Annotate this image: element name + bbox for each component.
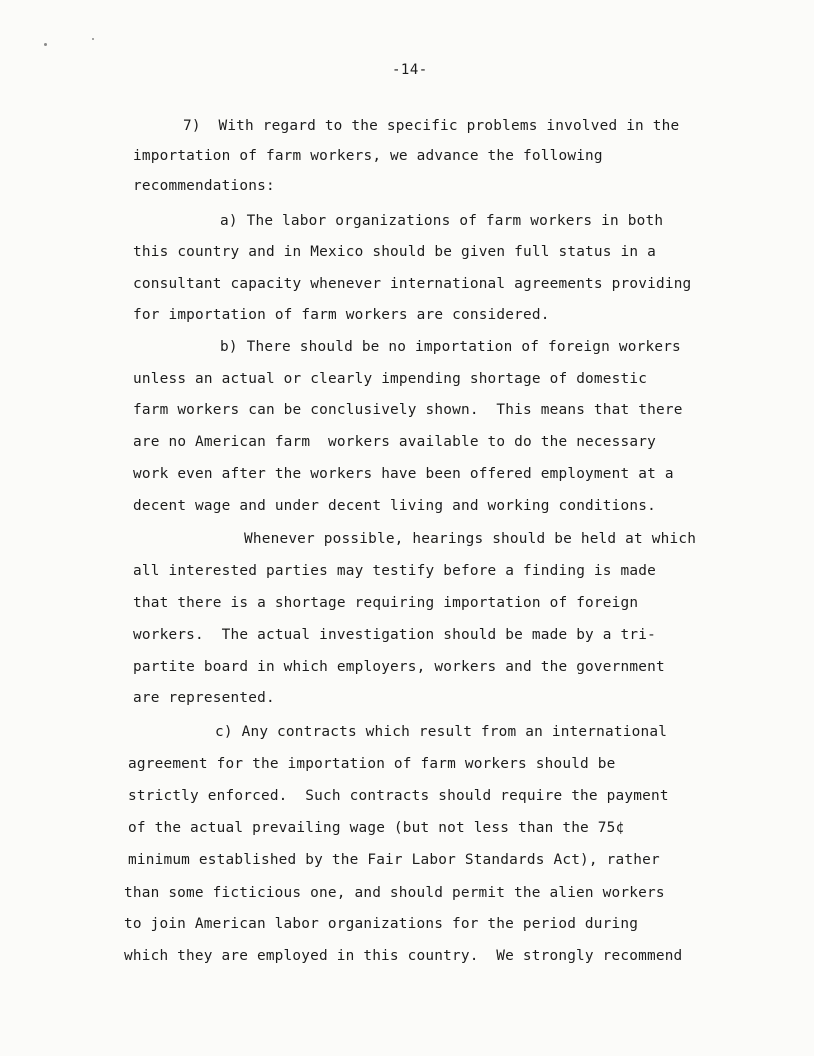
page-number: -14- <box>392 62 428 78</box>
text-line: strictly enforced. Such contracts should require the payment <box>128 788 669 804</box>
text-line: work even after the workers have been offered employment at a <box>133 466 674 482</box>
text-line: a) The labor organizations of farm workers in both <box>220 213 664 229</box>
text-line: minimum established by the Fair Labor Standards Act), rather <box>128 852 660 868</box>
text-line: importation of farm workers, we advance the following <box>133 148 603 164</box>
text-line: recommendations: <box>133 178 275 194</box>
text-line: for importation of farm workers are considered. <box>133 307 550 323</box>
text-line: b) There should be no importation of foreign workers <box>220 339 681 355</box>
text-line: are no American farm workers available to do the necessary <box>133 434 656 450</box>
text-line: all interested parties may testify before a finding is made <box>133 563 656 579</box>
text-line: consultant capacity whenever international agreements providing <box>133 276 692 292</box>
text-line: that there is a shortage requiring importation of foreign <box>133 595 639 611</box>
text-line: workers. The actual investigation should be made by a tri- <box>133 627 656 643</box>
paper-speck <box>44 43 47 46</box>
text-line: are represented. <box>133 690 275 706</box>
text-line: than some ficticious one, and should permit the alien workers <box>124 885 665 901</box>
text-line: decent wage and under decent living and working conditions. <box>133 498 656 514</box>
text-line: of the actual prevailing wage (but not less than the 75¢ <box>128 820 625 836</box>
text-line: c) Any contracts which result from an international <box>215 724 668 740</box>
text-line: partite board in which employers, workers and the government <box>133 659 665 675</box>
paper-speck <box>92 38 94 40</box>
text-line: which they are employed in this country. We strongly recommend <box>124 948 683 964</box>
text-line: unless an actual or clearly impending shortage of domestic <box>133 371 648 387</box>
text-line: Whenever possible, hearings should be held at which <box>244 531 697 547</box>
text-line: farm workers can be conclusively shown. This means that there <box>133 402 683 418</box>
text-line: to join American labor organizations for the period during <box>124 916 639 932</box>
text-line: this country and in Mexico should be given full status in a <box>133 244 656 260</box>
text-line: 7) With regard to the specific problems involved in the <box>183 118 680 134</box>
text-line: agreement for the importation of farm workers should be <box>128 756 616 772</box>
